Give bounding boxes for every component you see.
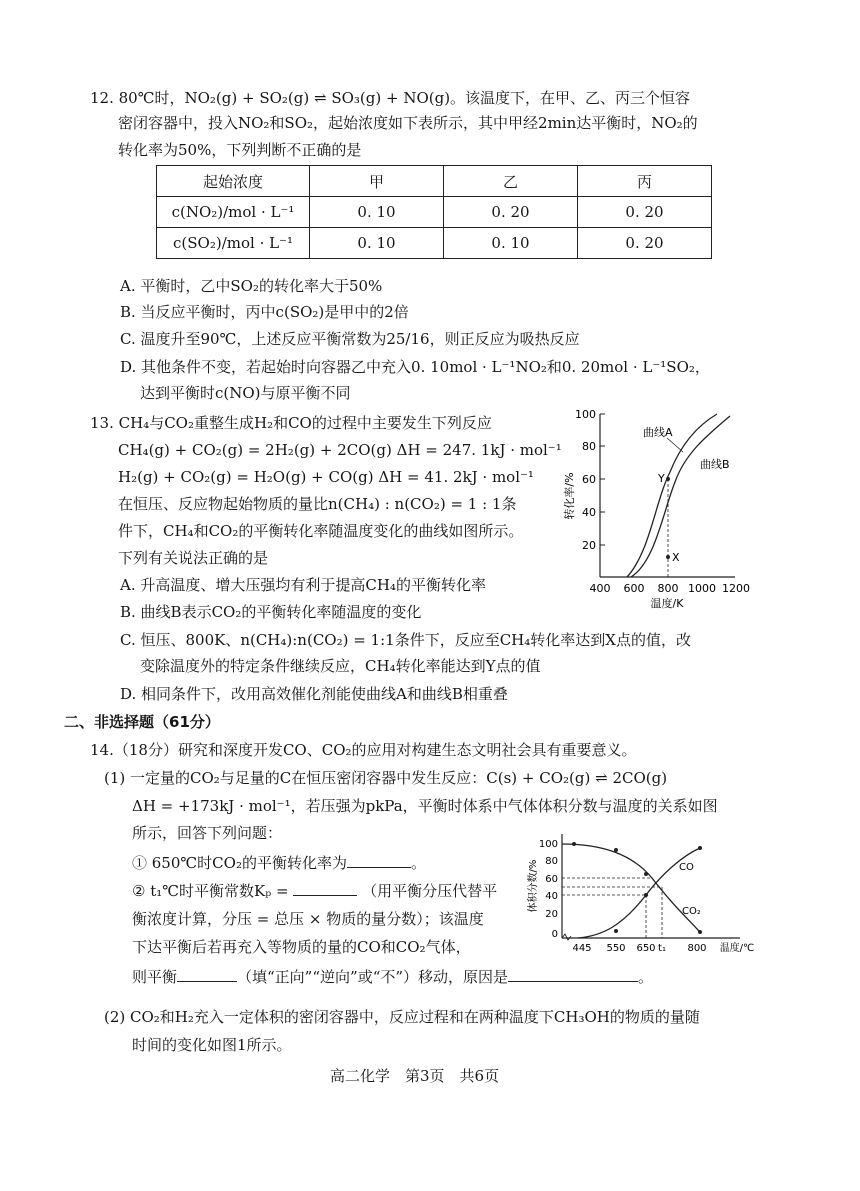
table-header-row bbox=[157, 166, 712, 197]
q12-option-d: D. 其他条件不变，若起始时向容器乙中充入0. 10mol · L⁻¹NO₂和0. 20mol · L⁻¹SO₂， bbox=[120, 358, 710, 376]
x-tick-label: t₁ bbox=[658, 943, 666, 954]
point-x bbox=[666, 555, 670, 559]
table-cell: 0. 10 bbox=[444, 228, 578, 259]
x-tick-label: 400 bbox=[589, 582, 611, 595]
y-tick-label: 80 bbox=[545, 856, 558, 867]
q14-sub2-line4-c: 。 bbox=[638, 968, 654, 986]
co-label: CO bbox=[679, 862, 694, 873]
table-header-cell: 乙 bbox=[444, 166, 578, 197]
point-y bbox=[666, 477, 670, 481]
answer-blank-2[interactable] bbox=[293, 881, 357, 896]
q14-sub2-line2: 衡浓度计算，分压 = 总压 × 物质的量分数）；该温度 bbox=[132, 910, 484, 928]
x-tick-label: 1200 bbox=[722, 582, 750, 595]
y-tick-label: 20 bbox=[582, 539, 596, 552]
q14-sub2-text: ② t₁℃时平衡常数Kₚ = bbox=[132, 882, 289, 900]
q14-sub2 bbox=[132, 881, 497, 901]
co2-label: CO₂ bbox=[682, 906, 701, 917]
table-cell: c(SO₂)/mol · L⁻¹ bbox=[157, 228, 310, 259]
q13-option-b: B. 曲线B表示CO₂的平衡转化率随温度的变化 bbox=[120, 603, 422, 621]
table-header-cell: 丙 bbox=[578, 166, 712, 197]
q12-option-d-cont: 达到平衡时c(NO)与原平衡不同 bbox=[140, 384, 351, 402]
y-tick-label: 40 bbox=[582, 506, 596, 519]
y-tick-label: 40 bbox=[545, 891, 558, 902]
q13-option-a: A. 升高温度、增大压强均有利于提高CH₄的平衡转化率 bbox=[120, 576, 486, 594]
q14-line1: 14.（18分）研究和深度开发CO、CO₂的应用对构建生态文明社会具有重要意义。 bbox=[90, 741, 637, 759]
q12-line3: 转化率为50%，下列判断不正确的是 bbox=[118, 141, 362, 159]
q13-line1: 13. CH₄与CO₂重整生成H₂和CO的过程中主要发生下列反应 bbox=[90, 414, 492, 432]
table-cell: 0. 20 bbox=[444, 197, 578, 228]
y-tick-label: 100 bbox=[575, 408, 596, 421]
q14-sub1-text: ① 650℃时CO₂的平衡转化率为 bbox=[132, 854, 347, 872]
q13-reaction2: H₂(g) + CO₂(g) = H₂O(g) + CO(g) ΔH = 41. 2kJ · mol⁻¹ bbox=[118, 468, 534, 486]
q14-part1-line1: (1) 一定量的CO₂与足量的C在恒压密闭容器中发生反应：C(s) + CO₂(g) ⇌ 2CO(g) bbox=[104, 769, 668, 787]
x-tick-label: 550 bbox=[606, 943, 626, 954]
y-tick-label: 0 bbox=[551, 929, 558, 940]
curve-b-label: 曲线B bbox=[700, 458, 730, 471]
x-tick-label: 800 bbox=[657, 582, 679, 595]
q14-part1-line2: ΔH = +173kJ · mol⁻¹，若压强为pkPa，平衡时体系中气体体积分数与温度的关系如图 bbox=[132, 797, 718, 815]
table-row bbox=[157, 197, 712, 228]
table-cell: 0. 20 bbox=[578, 197, 712, 228]
q12-option-c: C. 温度升至90℃，上述反应平衡常数为25/16，则正反应为吸热反应 bbox=[120, 330, 580, 348]
q14-sub2-line3: 下达平衡后若再充入等物质的量的CO和CO₂气体， bbox=[132, 938, 471, 956]
y-axis-label: 体积分数/% bbox=[528, 859, 539, 913]
y-tick-label: 80 bbox=[582, 440, 596, 453]
q14-sub1 bbox=[132, 853, 426, 873]
q12-option-b: B. 当反应平衡时，丙中c(SO₂)是甲中的2倍 bbox=[120, 303, 409, 321]
x-axis-label: 温度/K bbox=[650, 597, 684, 610]
q14-part2-line2: 时间的变化如图1所示。 bbox=[132, 1036, 292, 1054]
y-tick-label: 60 bbox=[582, 473, 596, 486]
y-tick-label: 60 bbox=[545, 874, 558, 885]
q13-option-c: C. 恒压、800K、n(CH₄):n(CO₂) = 1:1条件下，反应至CH₄转化率达到X点的值，改 bbox=[120, 631, 691, 649]
co2-curve bbox=[562, 844, 700, 932]
q13-option-c-cont: 变除温度外的特定条件继续反应，CH₄转化率能达到Y点的值 bbox=[140, 657, 541, 675]
q14-sub2-line4-a: 则平衡 bbox=[132, 968, 178, 986]
point-x-label: X bbox=[672, 551, 680, 564]
x-tick-label: 800 bbox=[687, 943, 707, 954]
section-title: 二、非选择题（61分） bbox=[64, 713, 220, 731]
curve-a-label: 曲线A bbox=[643, 426, 673, 439]
volume-fraction-chart bbox=[522, 826, 772, 956]
table-header-cell: 甲 bbox=[310, 166, 444, 197]
table-cell: 0. 10 bbox=[310, 228, 444, 259]
q14-sub2-line4 bbox=[132, 967, 653, 987]
q12-line2: 密闭容器中，投入NO₂和SO₂，起始浓度如下表所示，其中甲经2min达平衡时，NO₂的 bbox=[118, 114, 698, 132]
x-tick-label: 1000 bbox=[688, 582, 716, 595]
q12-line1: 12. 80℃时，NO₂(g) + SO₂(g) ⇌ SO₃(g) + NO(g)。该温度下，在甲、乙、丙三个恒容 bbox=[90, 89, 691, 107]
concentration-table bbox=[156, 165, 712, 259]
answer-blank-1[interactable] bbox=[347, 853, 411, 868]
table-header-cell: 起始浓度 bbox=[157, 166, 310, 197]
x-axis-label: 温度/℃ bbox=[719, 943, 755, 954]
table-cell: c(NO₂)/mol · L⁻¹ bbox=[157, 197, 310, 228]
x-tick-label: 650 bbox=[636, 943, 656, 954]
q13-option-d: D. 相同条件下，改用高效催化剂能使曲线A和曲线B相重叠 bbox=[120, 685, 508, 703]
q13-line4: 在恒压、反应物起始物质的量比n(CH₄) : n(CO₂) = 1 : 1条 bbox=[118, 495, 517, 513]
y-axis-label: 转化率/% bbox=[563, 472, 576, 520]
answer-blank-4[interactable] bbox=[508, 967, 638, 982]
q14-part1-line3: 所示，回答下列问题： bbox=[132, 824, 283, 842]
q14-part2-line1: (2) CO₂和H₂充入一定体积的密闭容器中，反应过程和在两种温度下CH₃OH的物质的量随 bbox=[104, 1008, 700, 1026]
q14-sub2-line4-b: （填“正向”“逆向”或“不”）移动，原因是 bbox=[237, 968, 509, 986]
x-tick-label: 445 bbox=[572, 943, 592, 954]
conversion-rate-chart bbox=[555, 402, 755, 612]
q13-line5: 件下，CH₄和CO₂的平衡转化率随温度变化的曲线如图所示。 bbox=[118, 522, 524, 540]
y-tick-label: 20 bbox=[545, 909, 558, 920]
q14-sub2-text-b: （用平衡分压代替平 bbox=[362, 882, 498, 900]
curve-b bbox=[631, 416, 730, 577]
table-cell: 0. 20 bbox=[578, 228, 712, 259]
q12-option-a: A. 平衡时，乙中SO₂的转化率大于50% bbox=[120, 277, 383, 295]
q14-sub1-end: 。 bbox=[410, 854, 426, 872]
y-tick-label: 100 bbox=[538, 839, 558, 850]
point-y-label: Y bbox=[658, 472, 665, 485]
q13-line6: 下列有关说法正确的是 bbox=[118, 549, 269, 567]
table-cell: 0. 10 bbox=[310, 197, 444, 228]
table-row bbox=[157, 228, 712, 259]
answer-blank-3[interactable] bbox=[177, 967, 237, 982]
page-footer: 高二化学 第3页 共6页 bbox=[330, 1067, 500, 1085]
x-tick-label: 600 bbox=[623, 582, 645, 595]
q13-reaction1: CH₄(g) + CO₂(g) = 2H₂(g) + 2CO(g) ΔH = 247. 1kJ · mol⁻¹ bbox=[118, 441, 562, 459]
